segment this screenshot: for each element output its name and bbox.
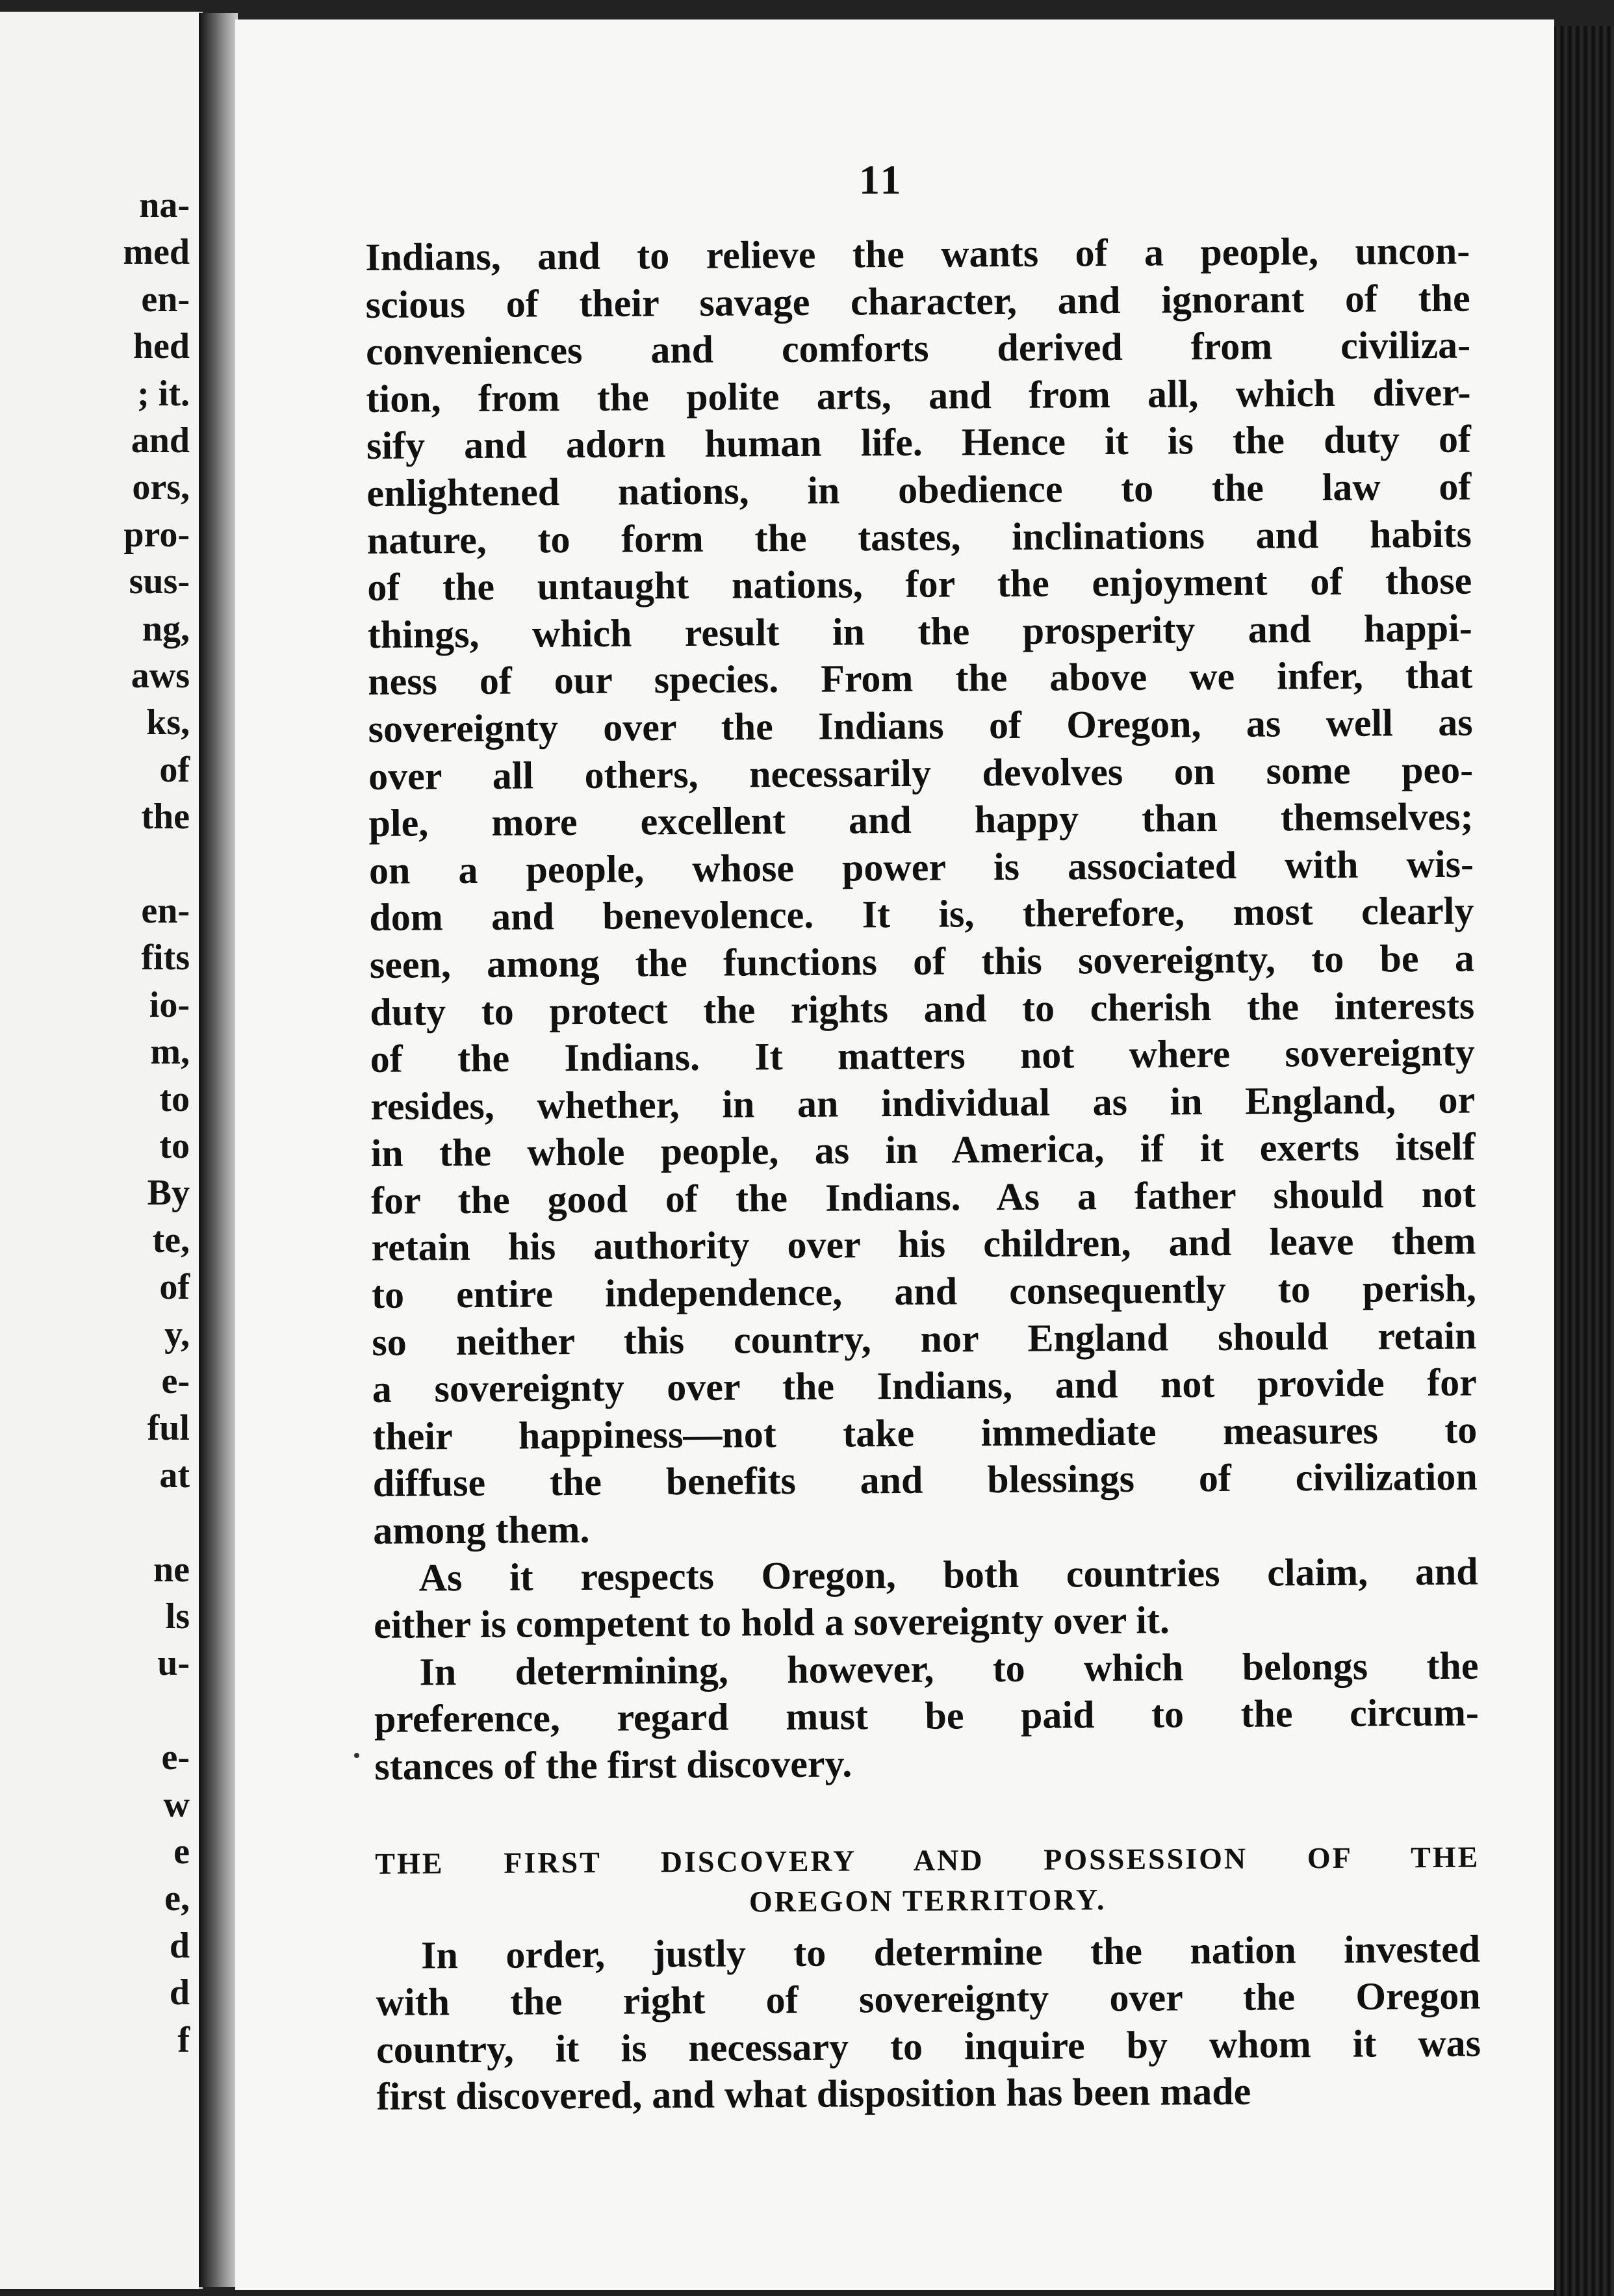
left-page-fragment: e	[173, 1831, 190, 1872]
text-line: resides, whether, in an individual as in England, or	[370, 1078, 1476, 1128]
left-page-fragment: w	[163, 1784, 190, 1825]
text-line: with the right of sovereignty over the Oregon	[376, 1974, 1481, 2024]
section-spacer	[375, 1783, 1480, 1843]
text-line: of the Indians. It matters not where sovereignty	[370, 1030, 1475, 1081]
left-page-fragment: med	[123, 232, 190, 273]
text-line: sify and adorn human life. Hence it is the duty of	[366, 417, 1472, 468]
text-line: nature, to form the tastes, inclinations and habits	[366, 512, 1472, 562]
left-page-fragment: d	[169, 1972, 190, 2013]
left-page-fragment: en-	[141, 279, 190, 320]
left-page-fragment: f	[177, 2019, 190, 2060]
left-page-fragment: ors,	[132, 467, 190, 508]
book-edge	[1554, 26, 1614, 2296]
text-line: enlightened nations, in obedience to the law of	[366, 465, 1472, 515]
left-page-fragment: of	[159, 1267, 190, 1308]
text-line: things, which result in the prosperity and happi-	[367, 606, 1472, 656]
left-page-fragment: aws	[131, 656, 190, 696]
paragraph-1	[365, 227, 1478, 1555]
body-text	[365, 227, 1481, 2121]
text-line: ple, more excellent and happy than themselves;	[368, 795, 1474, 845]
left-page-fragment: at	[159, 1455, 190, 1496]
text-line: duty to protect the rights and to cherish the interests	[370, 984, 1475, 1034]
left-page-fragment: d	[169, 1925, 190, 1966]
left-page-fragment: m,	[150, 1032, 190, 1073]
text-line: for the good of the Indians. As a father should not	[370, 1172, 1476, 1222]
left-page-fragment: na-	[139, 185, 190, 225]
text-line: As it respects Oregon, both countries claim, and	[418, 1550, 1478, 1600]
text-line: Indians, and to relieve the wants of a people, uncon-	[365, 229, 1470, 279]
section-heading-line-1: THE FIRST DISCOVERY AND POSSESSION OF THE	[375, 1840, 1480, 1880]
left-page-fragment: y,	[164, 1314, 190, 1355]
text-line: sovereignty over the Indians of Oregon, as well as	[368, 700, 1473, 750]
book-gutter	[199, 13, 238, 2287]
text-line: in the whole people, as in America, if it exerts itself	[370, 1125, 1476, 1175]
left-page-fragment: te,	[152, 1219, 190, 1260]
page-number: 11	[859, 157, 904, 203]
paragraph-3	[374, 1642, 1479, 1790]
text-line: over all others, necessarily devolves on some peo-	[368, 748, 1474, 798]
text-line: conveniences and comforts derived from civiliza-	[365, 323, 1471, 374]
text-line: a sovereignty over the Indians, and not provide for	[372, 1360, 1478, 1411]
left-page-fragment: en-	[141, 891, 190, 931]
left-page-fragment: ne	[153, 1549, 190, 1590]
left-page-fragment: e-	[161, 1361, 190, 1401]
main-page	[235, 19, 1554, 2290]
paragraph-4	[376, 1925, 1481, 2121]
left-page-fragment: u-	[157, 1643, 190, 1684]
left-page-fragment: to	[159, 1126, 190, 1166]
text-line: either is competent to hold a sovereignty over it.	[373, 1598, 1170, 1647]
left-page-fragment: e-	[161, 1737, 190, 1778]
left-page-fragment: of	[159, 749, 190, 790]
left-page-fragment: ls	[165, 1596, 190, 1637]
left-page-fragment: hed	[133, 326, 190, 367]
text-line: tion, from the polite arts, and from all, which diver-	[366, 370, 1471, 420]
text-line: retain his authority over his children, and leave them	[371, 1219, 1476, 1269]
left-page-fragment: ng,	[142, 608, 190, 649]
left-page-fragment: ; it.	[137, 373, 190, 414]
text-line: preference, regard must be paid to the circum-	[374, 1690, 1480, 1741]
text-line: stances of the first discovery.	[374, 1742, 852, 1788]
left-page-fragment: pro-	[123, 514, 190, 555]
left-page-fragment: e,	[164, 1878, 190, 1919]
section-heading-line-2: OREGON TERRITORY.	[749, 1882, 1107, 1919]
text-line: first discovered, and what disposition has been made	[376, 2070, 1251, 2119]
text-line: seen, among the functions of this sovereignty, to be a	[369, 936, 1475, 986]
left-page-fragment: ks,	[146, 702, 190, 743]
text-line: dom and benevolence. It is, therefore, most clearly	[369, 889, 1474, 939]
text-line: country, it is necessary to inquire by whom it was	[376, 2021, 1481, 2071]
text-line: on a people, whose power is associated with wis-	[368, 842, 1474, 892]
left-page-fragment: fits	[141, 938, 190, 978]
left-page-fragment: and	[131, 420, 190, 461]
text-line: scious of their savage character, and ignorant of the	[365, 276, 1470, 326]
left-page-fragment: By	[147, 1173, 190, 1214]
left-page	[0, 12, 203, 2289]
left-page-fragment: the	[141, 797, 190, 837]
left-page-fragment: sus-	[129, 561, 190, 602]
paragraph-2	[373, 1548, 1478, 1649]
text-line: ness of our species. From the above we infer, that	[368, 653, 1473, 704]
text-line: In determining, however, to which belongs the	[419, 1644, 1479, 1694]
ink-speck	[354, 1753, 359, 1758]
left-page-fragment: io-	[149, 984, 190, 1025]
text-line: of the untaught nations, for the enjoyment of those	[367, 559, 1472, 609]
text-line: In order, justly to determine the nation invested	[420, 1927, 1481, 1977]
text-line: to entire independence, and consequently to perish,	[371, 1266, 1477, 1317]
text-line: among them.	[372, 1507, 590, 1552]
left-page-fragment: to	[159, 1078, 190, 1119]
text-line: so neither this country, nor England should retain	[372, 1314, 1477, 1364]
left-page-fragment: ful	[147, 1408, 190, 1449]
text-line: diffuse the benefits and blessings of civilization	[372, 1455, 1478, 1505]
text-line: their happiness—not take immediate measures to	[372, 1408, 1478, 1458]
